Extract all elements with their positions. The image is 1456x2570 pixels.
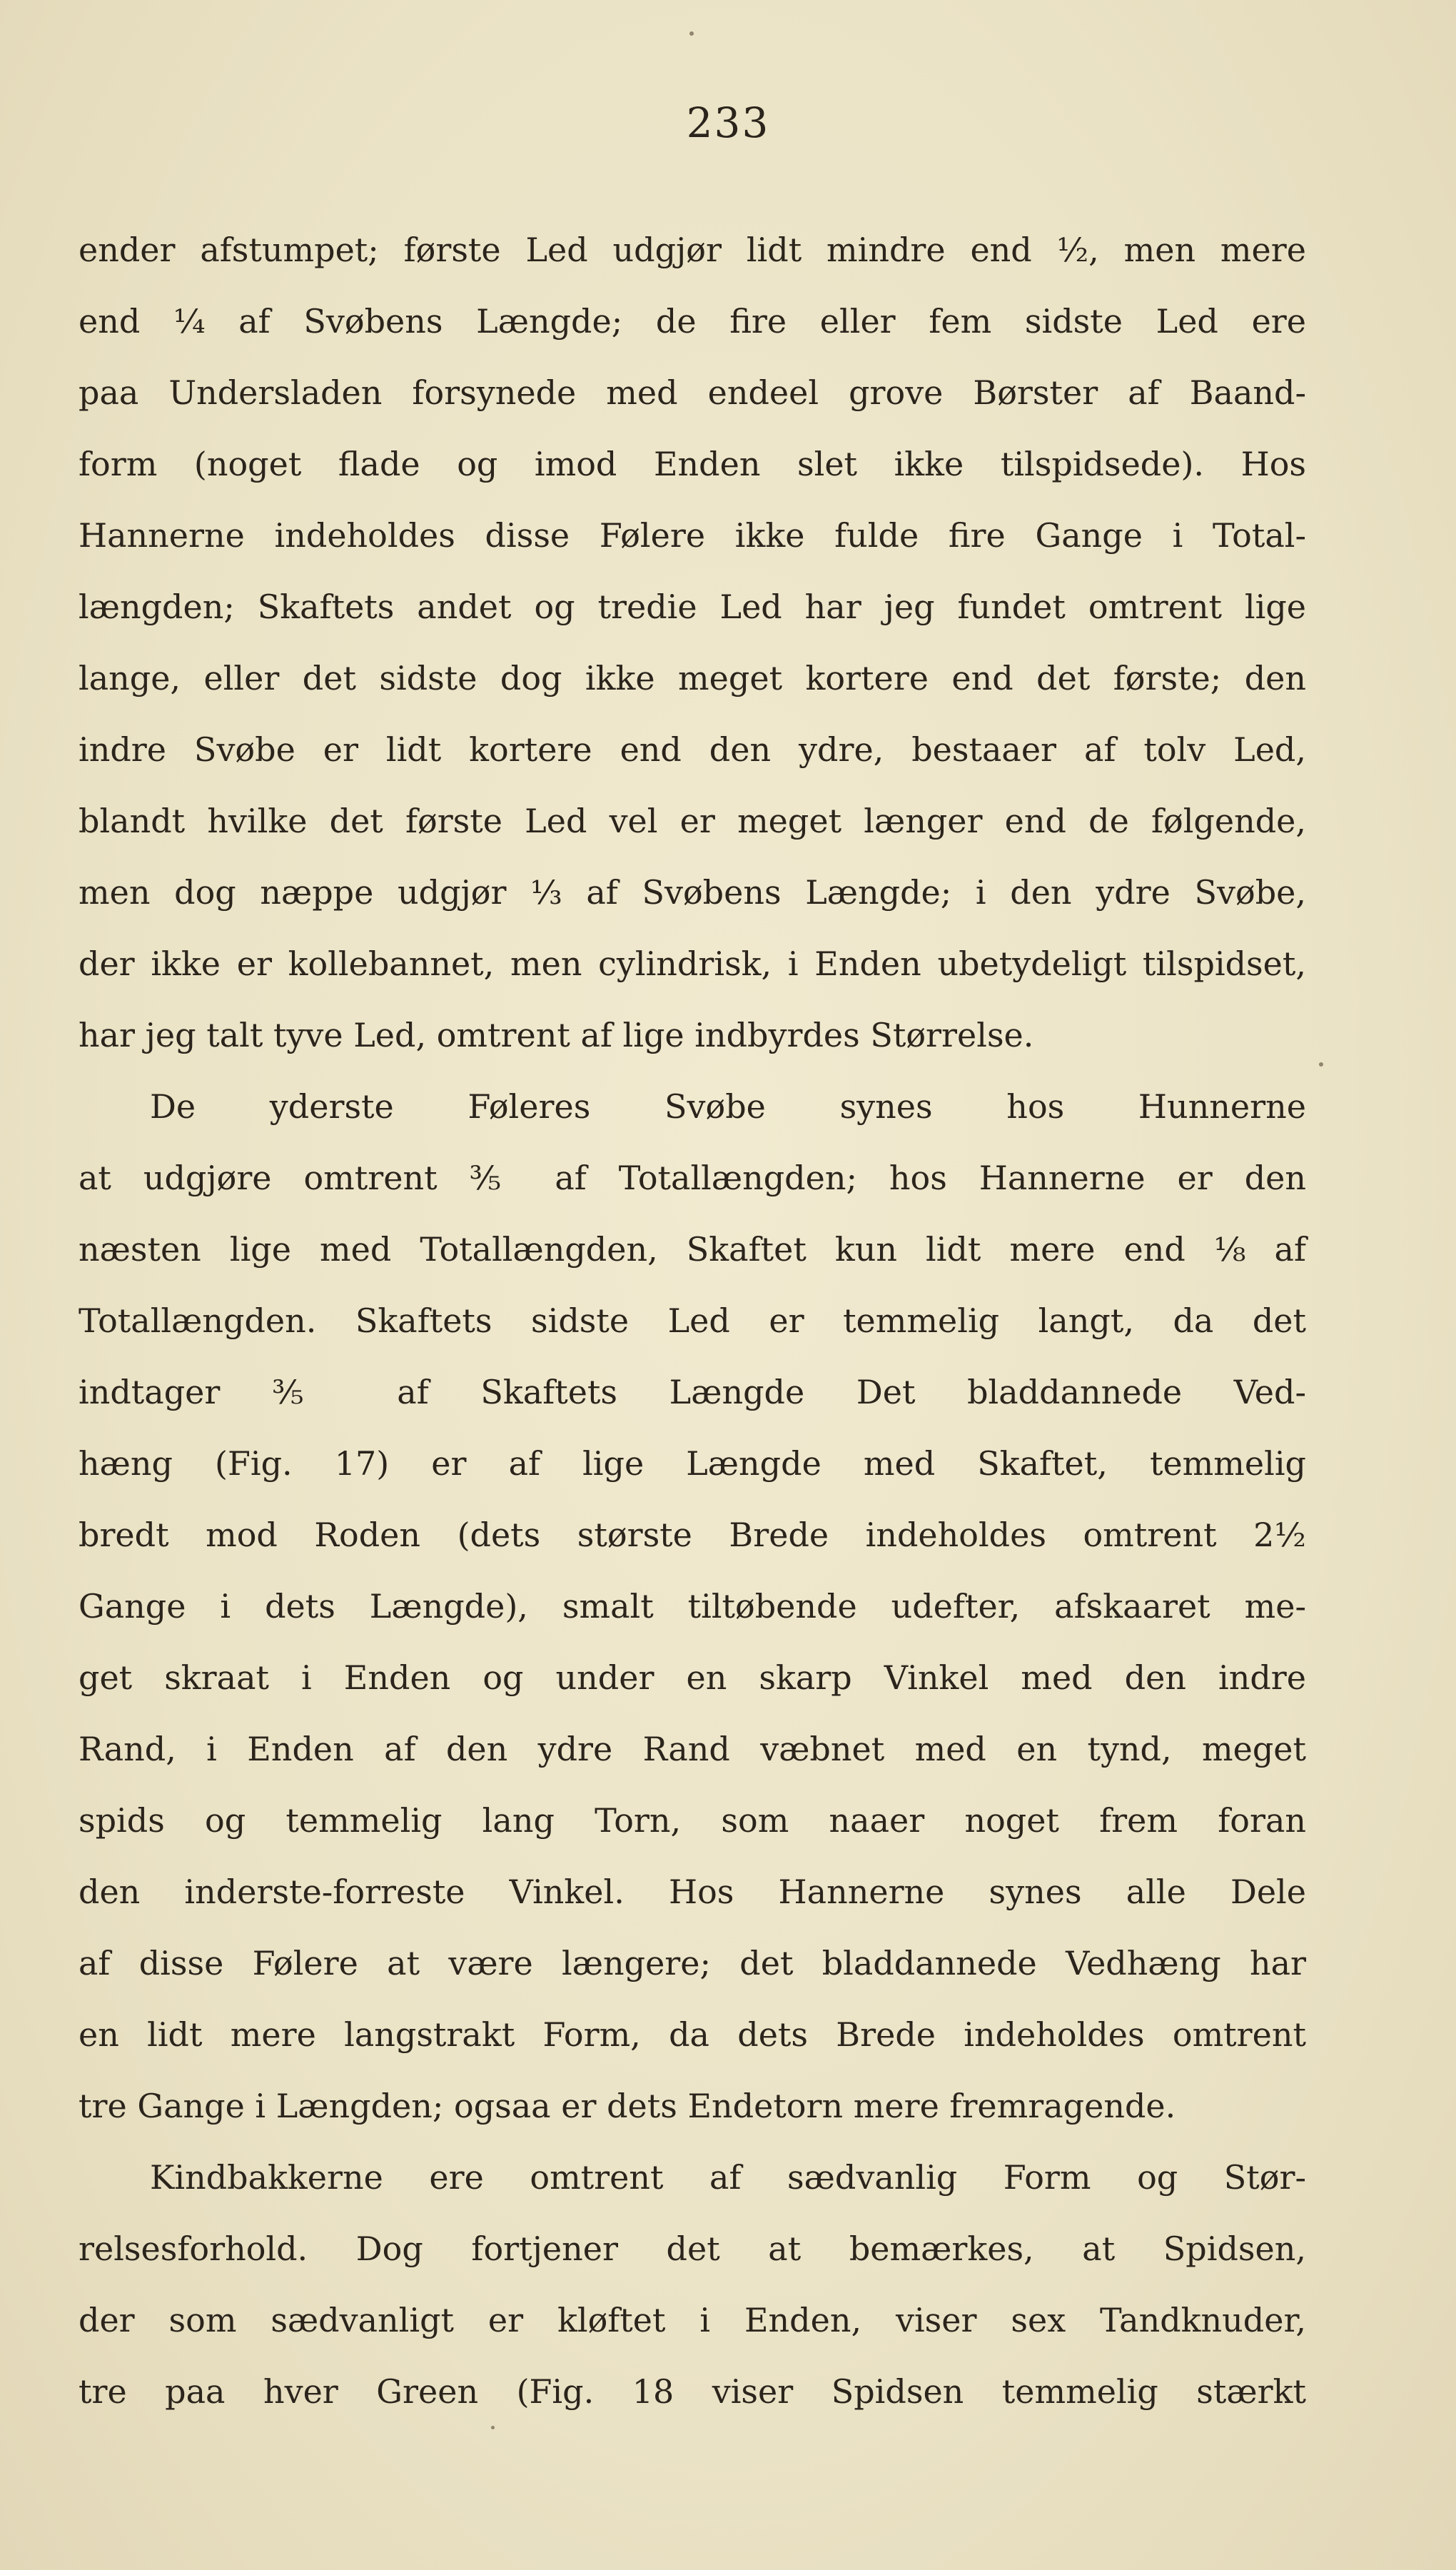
print-speck [689,31,694,36]
text-line: Totallængden. Skaftets sidste Led er temmelig langt, da det [79,1301,1306,1340]
page-number: 233 [686,99,770,147]
text-line: relsesforhold. Dog fortjener det at bemærkes, at Spidsen, [79,2229,1306,2268]
text-line: en lidt mere langstrakt Form, da dets Brede indeholdes omtrent [79,2015,1306,2054]
text-line: ender afstumpet; første Led udgjør lidt mindre end ½, men mere [79,231,1306,269]
text-line: der ikke er kollebannet, men cylindrisk, i Enden ubetydeligt tilspidset, [79,944,1306,983]
text-line: end ¼ af Svøbens Længde; de fire eller fem sidste Led ere [79,302,1306,341]
text-line: længden; Skaftets andet og tredie Led har jeg fundet omtrent lige [79,588,1306,626]
text-line: bredt mod Roden (dets største Brede indeholdes omtrent 2½ [79,1516,1306,1554]
text-line: lange, eller det sidste dog ikke meget kortere end det første; den [79,659,1306,697]
text-line: blandt hvilke det første Led vel er meget længer end de følgende, [79,802,1306,840]
body-text [79,214,1306,2427]
text-line: indtager ⅗ af Skaftets Længde Det bladdannede Ved- [79,1373,1306,1411]
text-line: men dog næppe udgjør ⅓ af Svøbens Længde; i den ydre Svøbe, [79,873,1306,912]
text-line: Gange i dets Længde), smalt tiltøbende udefter, afskaaret me- [79,1587,1306,1626]
text-line: tre paa hver Green (Fig. 18 viser Spidsen temmelig stærkt [79,2372,1306,2411]
text-line: Hannerne indeholdes disse Følere ikke fulde fire Gange i Total- [79,516,1306,555]
text-line: Rand, i Enden af den ydre Rand væbnet med en tynd, meget [79,1730,1306,1768]
text-line: hæng (Fig. 17) er af lige Længde med Skaftet, temmelig [79,1444,1306,1483]
text-line: De yderste Føleres Svøbe synes hos Hunnerne [150,1087,1306,1126]
text-line: den inderste-forreste Vinkel. Hos Hannerne synes alle Dele [79,1873,1306,1911]
text-line: form (noget flade og imod Enden slet ikke tilspidsede). Hos [79,445,1306,483]
text-line: der som sædvanligt er kløftet i Enden, viser sex Tandknuder, [79,2301,1306,2339]
text-line: har jeg talt tyve Led, omtrent af lige indbyrdes Størrelse. [79,1016,1034,1054]
text-line: indre Svøbe er lidt kortere end den ydre, bestaaer af tolv Led, [79,730,1306,769]
text-line: tre Gange i Længden; ogsaa er dets Endetorn mere fremragende. [79,2087,1176,2125]
text-line: paa Undersladen forsynede med endeel grove Børster af Baand- [79,373,1306,412]
print-speck [1319,1062,1323,1067]
text-line: get skraat i Enden og under en skarp Vinkel med den indre [79,1658,1306,1697]
text-line: spids og temmelig lang Torn, som naaer noget frem foran [79,1801,1306,1840]
text-line: af disse Følere at være længere; det bladdannede Vedhæng har [79,1944,1306,1982]
text-line: Kindbakkerne ere omtrent af sædvanlig Form og Stør- [150,2158,1306,2197]
text-line: at udgjøre omtrent ⅗ af Totallængden; hos Hannerne er den [79,1159,1306,1197]
text-line: næsten lige med Totallængden, Skaftet kun lidt mere end ⅛ af [79,1230,1306,1269]
